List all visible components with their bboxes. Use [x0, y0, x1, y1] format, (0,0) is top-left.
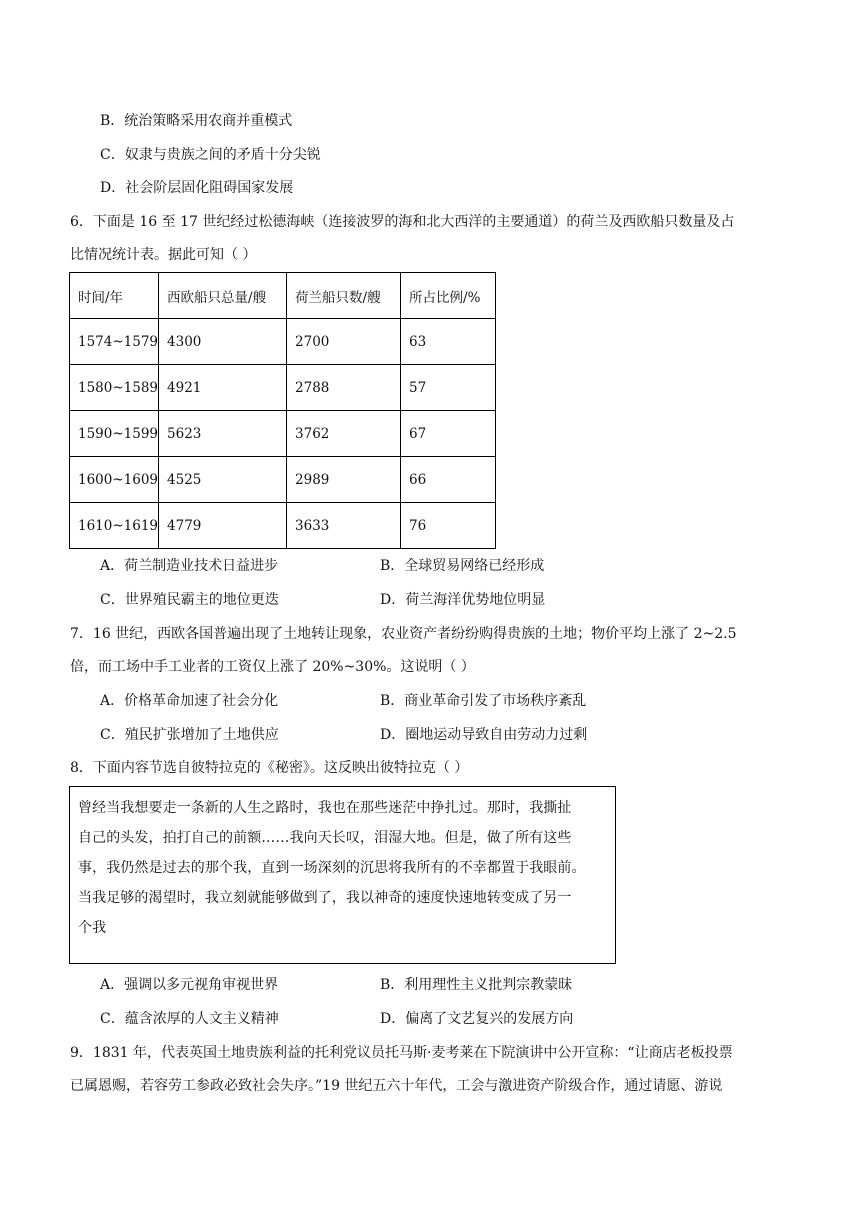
q6-option-c: C．世界殖民霸主的地位更迭	[100, 592, 279, 608]
table-cell: 1610~1619	[70, 503, 159, 549]
q7-stem-line2: 倍，而工场中手工业者的工资仅上涨了 20%~30%。这说明（ ）	[70, 659, 475, 675]
ship-statistics-table	[69, 272, 496, 549]
table-cell: 3633	[287, 503, 401, 549]
q9-stem-line2: 已属恩赐，若容劳工参政必致社会失序。”19 世纪五六十年代，工会与激进资产阶级合作，通过请愿、游说	[70, 1078, 723, 1094]
q5-option-c: C．奴隶与贵族之间的矛盾十分尖锐	[100, 147, 321, 163]
quote-line: 自己的头发，拍打自己的前额……我向天长叹，泪湿大地。但是，做了所有这些	[78, 830, 572, 846]
table-header-cell: 所占比例/%	[401, 273, 496, 319]
quote-box	[69, 786, 616, 964]
q8-option-d: D．偏离了文艺复兴的发展方向	[380, 1011, 574, 1027]
table-cell: 4525	[159, 457, 287, 503]
table-cell: 1580~1589	[70, 365, 159, 411]
quote-line: 当我足够的渴望时，我立刻就能够做到了，我以神奇的速度快速地转变成了另一	[78, 890, 572, 906]
table-cell: 4921	[159, 365, 287, 411]
q7-option-b: B．商业革命引发了市场秩序紊乱	[380, 693, 587, 709]
table-cell: 2700	[287, 319, 401, 365]
table-row	[70, 365, 496, 411]
q5-option-b: B．统治策略采用农商并重模式	[100, 113, 293, 129]
table-row	[70, 503, 496, 549]
q6-option-d: D．荷兰海洋优势地位明显	[380, 592, 546, 608]
table-cell: 57	[401, 365, 496, 411]
q6-stem-line1: 6．下面是 16 至 17 世纪经过松德海峡（连接波罗的海和北大西洋的主要通道）的荷兰及西欧船只数量及占	[70, 214, 735, 230]
table-row	[70, 319, 496, 365]
table-cell: 2788	[287, 365, 401, 411]
quote-line: 曾经当我想要走一条新的人生之路时，我也在那些迷茫中挣扎过。那时，我撕扯	[78, 800, 572, 816]
q8-option-c: C．蕴含浓厚的人文主义精神	[100, 1011, 279, 1027]
table-cell: 1590~1599	[70, 411, 159, 457]
table-row	[70, 457, 496, 503]
table-header-cell: 时间/年	[70, 273, 159, 319]
table-header-cell: 荷兰船只数/艘	[287, 273, 401, 319]
quote-line: 个我	[78, 920, 107, 936]
table-cell: 76	[401, 503, 496, 549]
table-header-cell: 西欧船只总量/艘	[159, 273, 287, 319]
q5-option-d: D．社会阶层固化阻碍国家发展	[100, 180, 294, 196]
q9-stem-line1: 9．1831 年，代表英国土地贵族利益的托利党议员托马斯·麦考莱在下院演讲中公开宣称：“让商店老板投票	[70, 1045, 733, 1061]
table-cell: 66	[401, 457, 496, 503]
table-cell: 3762	[287, 411, 401, 457]
q8-option-b: B．利用理性主义批判宗教蒙昧	[380, 977, 573, 993]
table-cell: 1574~1579	[70, 319, 159, 365]
quote-line: 事，我仍然是过去的那个我，直到一场深刻的沉思将我所有的不幸都置于我眼前。	[78, 860, 586, 876]
table-cell: 4300	[159, 319, 287, 365]
table-cell: 67	[401, 411, 496, 457]
table-cell: 1600~1609	[70, 457, 159, 503]
q6-option-b: B．全球贸易网络已经形成	[380, 558, 545, 574]
table-cell: 63	[401, 319, 496, 365]
table-row	[70, 411, 496, 457]
table-cell: 4779	[159, 503, 287, 549]
q8-stem: 8．下面内容节选自彼特拉克的《秘密》。这反映出彼特拉克（ ）	[70, 760, 469, 776]
q6-option-a: A．荷兰制造业技术日益进步	[100, 558, 279, 574]
table-cell: 2989	[287, 457, 401, 503]
q7-option-a: A．价格革命加速了社会分化	[100, 693, 279, 709]
table-header-row	[70, 273, 496, 319]
q7-option-c: C．殖民扩张增加了土地供应	[100, 727, 279, 743]
q8-option-a: A．强调以多元视角审视世界	[100, 977, 279, 993]
table-cell: 5623	[159, 411, 287, 457]
q7-option-d: D．圈地运动导致自由劳动力过剩	[380, 727, 588, 743]
q6-stem-line2: 比情况统计表。据此可知（ ）	[70, 247, 257, 263]
q7-stem-line1: 7．16 世纪，西欧各国普遍出现了土地转让现象，农业资产者纷纷购得贵族的土地；物价平均上涨了 2~2.5	[70, 626, 737, 642]
